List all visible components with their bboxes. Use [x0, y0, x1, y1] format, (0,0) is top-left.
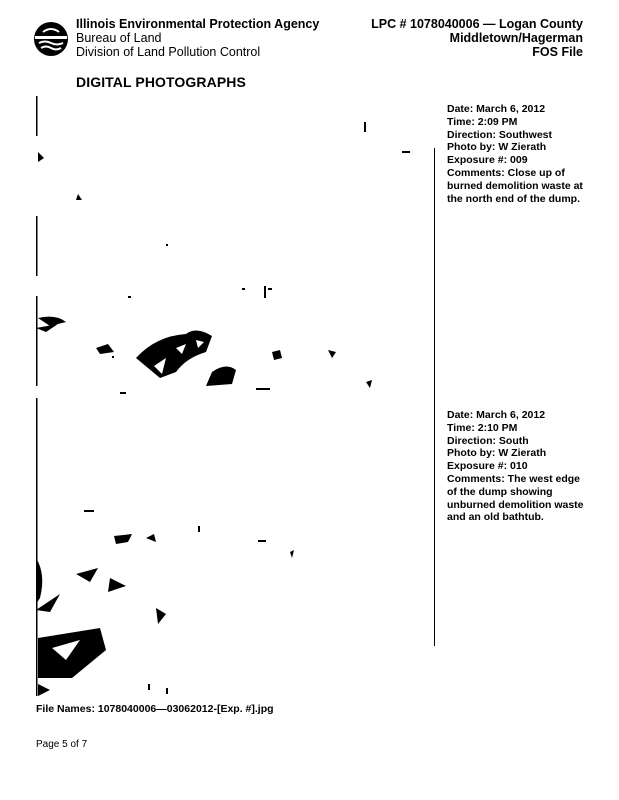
photo-by: Photo by: W Zierath: [447, 447, 547, 460]
photo-comments: Comments: The west edge of the dump showing unburned demolition waste and an old bathtub.: [447, 472, 584, 524]
caption-divider-2: [434, 398, 435, 646]
bureau-name: Bureau of Land: [76, 31, 162, 45]
site-header: [371, 17, 583, 59]
file-type: FOS File: [532, 45, 583, 59]
illinois-epa-logo-icon: [33, 21, 69, 57]
photo-comments: Comments: Close up of burned demolition waste at the north end of the dump.: [447, 166, 583, 205]
photo-direction: Direction: South: [447, 434, 529, 447]
photo-exposure: Exposure #: 009: [447, 154, 528, 167]
photo-date: Date: March 6, 2012: [447, 103, 546, 115]
photo-exposure-009: [36, 96, 418, 394]
photo-caption-009: [447, 103, 587, 205]
agency-header: [76, 17, 319, 59]
photo-caption-010: [447, 409, 587, 524]
file-names: File Names: 1078040006—03062012-[Exp. #].jpg: [36, 703, 274, 715]
agency-name: Illinois Environmental Protection Agency: [76, 17, 320, 31]
photo-exposure-010: [36, 398, 418, 696]
section-title: DIGITAL PHOTOGRAPHS: [76, 74, 246, 90]
lpc-number: LPC # 1078040006 — Logan County: [371, 17, 583, 31]
photo-direction: Direction: Southwest: [447, 128, 553, 141]
photo-time: Time: 2:10 PM: [447, 421, 518, 434]
page-number: Page 5 of 7: [36, 739, 88, 750]
site-name: Middletown/Hagerman: [449, 31, 583, 45]
caption-divider-1: [434, 148, 435, 398]
photo-by: Photo by: W Zierath: [447, 141, 547, 154]
photo-exposure: Exposure #: 010: [447, 460, 528, 473]
photo-date: Date: March 6, 2012: [447, 409, 546, 421]
division-name: Division of Land Pollution Control: [76, 45, 261, 59]
photo-time: Time: 2:09 PM: [447, 115, 518, 128]
